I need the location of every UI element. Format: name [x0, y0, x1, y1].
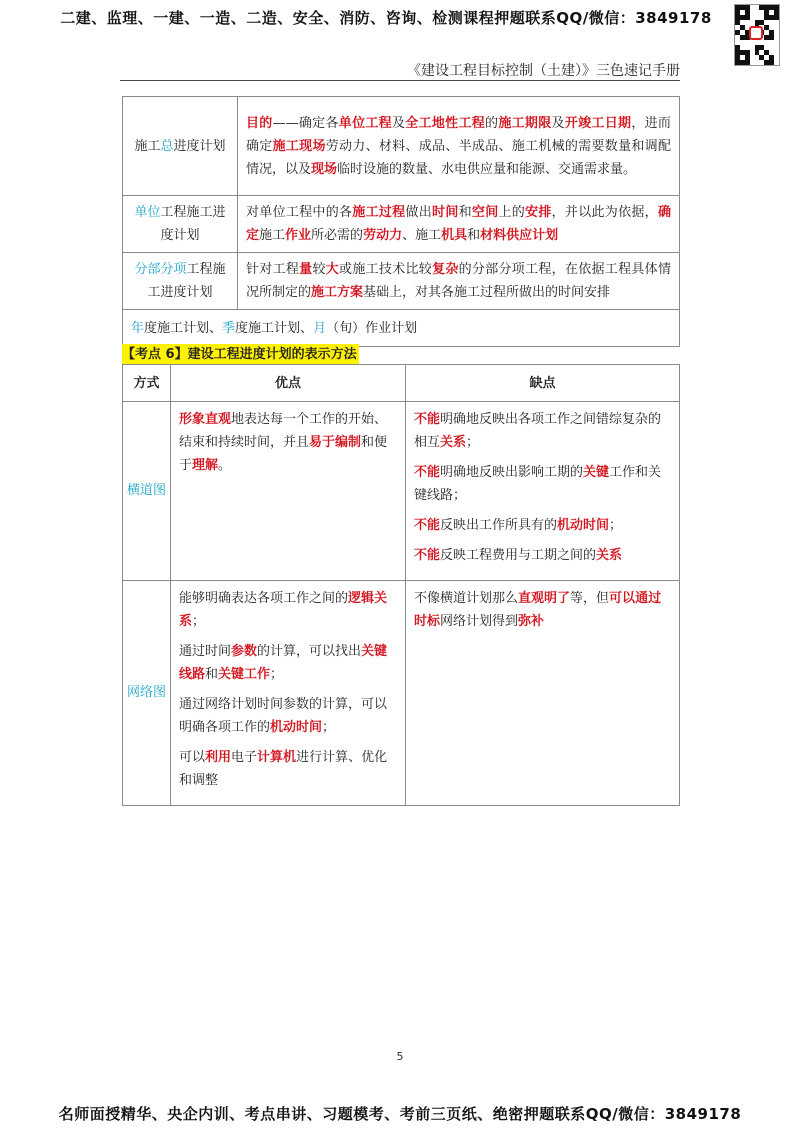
table-row	[123, 310, 680, 347]
section-heading: 【考点 6】建设工程进度计划的表示方法	[122, 344, 359, 365]
emphasis-text: 劳动力	[363, 228, 403, 243]
table-row	[123, 196, 680, 253]
emphasis-text: 空间	[471, 205, 499, 220]
emphasis-text: 关键工作	[218, 667, 271, 682]
table-row	[123, 402, 680, 581]
cons-cell	[406, 402, 680, 581]
emphasis-text: 不能	[414, 548, 441, 563]
text-run: 上的	[498, 205, 526, 220]
text-run: 或施工技术比较	[339, 262, 433, 277]
emphasis-text: 机动时间	[270, 720, 323, 735]
table-row	[123, 581, 680, 806]
plan-description	[238, 196, 680, 253]
cell-paragraph	[179, 587, 399, 633]
plan-label	[123, 97, 238, 196]
plan-table	[122, 96, 680, 347]
cell-paragraph	[414, 544, 673, 567]
header-rule	[120, 80, 680, 81]
emphasis-text: 机具	[441, 228, 468, 243]
bottom-banner: 名师面授精华、央企内训、考点串讲、习题模考、考前三页纸、绝密押题联系QQ/微信：3849178	[58, 1105, 742, 1123]
text-run: 反映出工作所具有的	[440, 518, 558, 533]
period-plans	[123, 310, 680, 347]
emphasis-text: 目的	[246, 115, 273, 131]
emphasis-text: 逻辑关系	[179, 591, 388, 629]
page-number: 5	[396, 1050, 404, 1063]
col-header-cons: 缺点	[406, 365, 680, 402]
text-run: 及	[391, 115, 406, 131]
text-run: 对单位工程中的各	[246, 205, 353, 220]
emphasis-text: 大	[325, 262, 340, 277]
text-run: 等，但	[570, 591, 610, 606]
text-run: 较	[312, 262, 326, 277]
text-run: ——确定各	[272, 115, 339, 131]
text-run: 不像横道计划那么	[414, 591, 519, 606]
emphasis-text: 弥补	[518, 614, 545, 629]
emphasis-text: 可以	[609, 591, 636, 606]
emphasis-text: 作业	[285, 228, 312, 243]
text-run: ；	[192, 614, 206, 629]
cell-paragraph	[179, 640, 399, 686]
emphasis-text: 利用	[205, 750, 232, 765]
pros-cell	[171, 402, 406, 581]
emphasis-text: 全工地性工程	[405, 115, 486, 131]
text-run: ；	[609, 518, 623, 533]
emphasis-text: 确定	[246, 205, 671, 243]
emphasis-text: 施工期限	[498, 115, 552, 131]
text-run: ；	[322, 720, 336, 735]
emphasis-text: 量	[299, 262, 313, 277]
text-run: 网络计划得到	[440, 614, 519, 629]
highlight-text: 年	[131, 320, 145, 336]
cell-paragraph	[179, 693, 399, 739]
text-run: 所必需的	[311, 228, 364, 243]
emphasis-text: 通过时标	[414, 591, 662, 629]
text-run: 的	[485, 115, 499, 131]
qr-logo-icon	[749, 26, 763, 40]
text-run: 能够明确表达各项工作之间的	[179, 591, 349, 606]
top-banner: 二建、监理、一建、一造、二造、安全、消防、咨询、检测课程押题联系QQ/微信：3849178	[60, 9, 712, 27]
text-run: 度施工计划、	[144, 320, 223, 336]
text-run: 和	[458, 205, 472, 220]
method-name: 横道图	[123, 402, 171, 581]
text-run: ；	[466, 435, 480, 450]
plan-description	[238, 253, 680, 310]
table-row	[123, 253, 680, 310]
text-run: 工程施工进度计划	[160, 205, 226, 243]
emphasis-text: 形象直观	[179, 412, 232, 427]
text-run: 工程施工进度计划	[147, 262, 226, 300]
cell-paragraph	[414, 514, 673, 537]
cell-paragraph	[179, 408, 399, 477]
emphasis-text: 复杂	[432, 262, 459, 277]
col-header-pros: 优点	[171, 365, 406, 402]
emphasis-text: 材料供应计划	[480, 228, 559, 243]
table-header-row	[123, 365, 680, 402]
text-run: 施工	[134, 138, 161, 154]
text-run: ，进而确定	[246, 115, 671, 154]
cell-paragraph	[414, 587, 673, 633]
text-run: 的计算，可以找出	[257, 644, 362, 659]
emphasis-text: 不能	[414, 465, 441, 480]
text-run: 和	[205, 667, 219, 682]
emphasis-text: 理解	[192, 458, 219, 473]
text-run: 。	[218, 458, 232, 473]
text-run: 临时设施的数量、水电供应量和能源、交通需求量。	[337, 161, 637, 177]
text-run: 明确地反映出各项工作之间错综复杂的相互	[414, 412, 662, 450]
text-run: 度施工计划、	[235, 320, 314, 336]
text-run: 针对工程	[246, 262, 300, 277]
text-run: 可以	[179, 750, 206, 765]
plan-description	[238, 97, 680, 196]
cons-cell	[406, 581, 680, 806]
col-header-method: 方式	[123, 365, 171, 402]
pros-cell	[171, 581, 406, 806]
emphasis-text: 关系	[596, 548, 623, 563]
text-run: ；	[270, 667, 284, 682]
highlight-text: 单位	[134, 205, 161, 220]
text-run: 和便于	[179, 435, 388, 473]
emphasis-text: 直观明了	[518, 591, 571, 606]
plan-label	[123, 253, 238, 310]
table-row	[123, 97, 680, 196]
emphasis-text: 参数	[231, 644, 258, 659]
text-run: 做出	[405, 205, 433, 220]
highlight-text: 总	[160, 138, 174, 154]
text-run: 通过时间	[179, 644, 232, 659]
emphasis-text: 易于编制	[309, 435, 362, 450]
cell-paragraph	[414, 408, 673, 454]
cell-paragraph	[414, 461, 673, 507]
emphasis-text: 开竣工日期	[564, 115, 632, 131]
emphasis-text: 不能	[414, 518, 441, 533]
emphasis-text: 时间	[432, 205, 459, 220]
text-run: 的分部分项工程，在依据工程具体情况所制定的	[246, 262, 671, 300]
emphasis-text: 不能	[414, 412, 441, 427]
emphasis-text: 安排	[525, 205, 552, 220]
emphasis-text: 施工方案	[311, 285, 364, 300]
highlight-text: 分部分项	[134, 262, 187, 277]
text-run: （旬）作业计划	[326, 320, 418, 336]
text-run: 劳动力、材料、成品、半成品、施工机械的需要数量和调配情况，以及	[246, 138, 671, 177]
text-run: 、施工	[402, 228, 442, 243]
text-run: 地表达每一个工作的开始、结束和持续时间，并且	[179, 412, 388, 450]
text-run: 基础上，对其各施工过程所做出的时间安排	[363, 285, 611, 300]
emphasis-text: 机动时间	[557, 518, 610, 533]
emphasis-text: 施工现场	[272, 138, 326, 154]
plan-label	[123, 196, 238, 253]
text-run: 施工	[259, 228, 286, 243]
cell-paragraph	[179, 746, 399, 792]
text-run: 工作和关键线路；	[414, 465, 662, 503]
highlight-text: 季	[222, 320, 236, 336]
text-run: 电子	[231, 750, 258, 765]
text-run: ，并以此为依据，	[551, 205, 658, 220]
emphasis-text: 关键线路	[179, 644, 388, 682]
methods-table	[122, 364, 680, 806]
text-run: 及	[551, 115, 565, 131]
text-run: 反映工程费用与工期之间的	[440, 548, 597, 563]
emphasis-text: 施工过程	[352, 205, 406, 220]
emphasis-text: 现场	[311, 161, 338, 177]
emphasis-text: 关系	[440, 435, 467, 450]
text-run: 明确地反映出影响工期的	[440, 465, 584, 480]
emphasis-text: 单位工程	[338, 115, 392, 131]
text-run: 进行计算、优化和调整	[179, 750, 388, 788]
text-run: 通过网络计划时间参数的计算，可以明确各项工作的	[179, 697, 388, 735]
method-name: 网络图	[123, 581, 171, 806]
text-run: 进度计划	[173, 138, 226, 154]
document-title: 《建设工程目标控制（土建）》三色速记手册	[407, 63, 680, 79]
emphasis-text: 关键	[583, 465, 610, 480]
emphasis-text: 计算机	[257, 750, 297, 765]
highlight-text: 月	[313, 320, 327, 336]
text-run: 和	[467, 228, 481, 243]
